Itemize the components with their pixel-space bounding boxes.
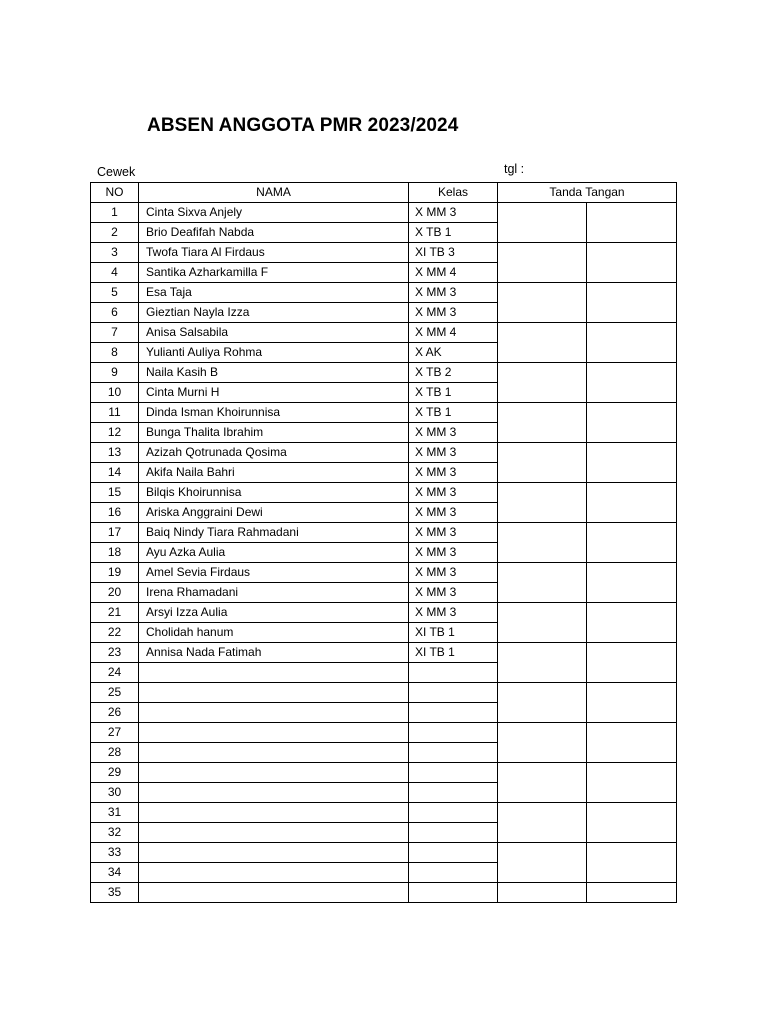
member-class: X MM 3	[409, 203, 498, 223]
member-name: Dinda Isman Khoirunnisa	[139, 403, 409, 423]
row-number: 29	[91, 763, 139, 783]
member-class: X MM 3	[409, 603, 498, 623]
row-number: 24	[91, 663, 139, 683]
signature-cell-left[interactable]	[498, 443, 587, 483]
member-class: X MM 3	[409, 423, 498, 443]
member-name	[139, 763, 409, 783]
member-name: Esa Taja	[139, 283, 409, 303]
signature-cell-left[interactable]	[498, 323, 587, 363]
table-row	[91, 683, 677, 703]
member-class: X MM 3	[409, 283, 498, 303]
signature-cell-left[interactable]	[498, 683, 587, 723]
member-class	[409, 683, 498, 703]
signature-cell-right[interactable]	[587, 843, 677, 883]
signature-cell-left[interactable]	[498, 243, 587, 283]
table-row	[91, 883, 677, 903]
row-number: 20	[91, 583, 139, 603]
attendance-table	[90, 182, 677, 903]
table-row	[91, 443, 677, 463]
row-number: 3	[91, 243, 139, 263]
member-name: Santika Azharkamilla F	[139, 263, 409, 283]
table-row	[91, 323, 677, 343]
signature-cell-left[interactable]	[498, 283, 587, 323]
member-class: X MM 4	[409, 323, 498, 343]
table-row	[91, 283, 677, 303]
member-name: Baiq Nindy Tiara Rahmadani	[139, 523, 409, 543]
signature-cell-right[interactable]	[587, 403, 677, 443]
member-name: Bunga Thalita Ibrahim	[139, 423, 409, 443]
signature-cell-left[interactable]	[498, 363, 587, 403]
signature-cell-right[interactable]	[587, 523, 677, 563]
signature-cell-right[interactable]	[587, 563, 677, 603]
table-row	[91, 843, 677, 863]
signature-cell-right[interactable]	[587, 363, 677, 403]
member-name	[139, 743, 409, 763]
row-number: 4	[91, 263, 139, 283]
member-class: X AK	[409, 343, 498, 363]
member-name: Twofa Tiara Al Firdaus	[139, 243, 409, 263]
row-number: 31	[91, 803, 139, 823]
signature-cell-left[interactable]	[498, 883, 587, 903]
member-name: Akifa Naila Bahri	[139, 463, 409, 483]
member-class: X TB 1	[409, 403, 498, 423]
member-class: X TB 1	[409, 383, 498, 403]
member-name: Amel Sevia Firdaus	[139, 563, 409, 583]
row-number: 34	[91, 863, 139, 883]
member-class: X MM 3	[409, 583, 498, 603]
header-name: NAMA	[139, 183, 409, 203]
member-class: XI TB 1	[409, 643, 498, 663]
member-class: X MM 3	[409, 563, 498, 583]
signature-cell-right[interactable]	[587, 763, 677, 803]
signature-cell-left[interactable]	[498, 843, 587, 883]
member-name	[139, 883, 409, 903]
member-name	[139, 663, 409, 683]
signature-cell-right[interactable]	[587, 603, 677, 643]
document-title: ABSEN ANGGOTA PMR 2023/2024	[147, 115, 459, 136]
member-class	[409, 823, 498, 843]
row-number: 23	[91, 643, 139, 663]
signature-cell-right[interactable]	[587, 683, 677, 723]
signature-cell-left[interactable]	[498, 403, 587, 443]
row-number: 33	[91, 843, 139, 863]
member-class: X TB 2	[409, 363, 498, 383]
member-class	[409, 883, 498, 903]
member-name: Cholidah hanum	[139, 623, 409, 643]
member-class: X MM 4	[409, 263, 498, 283]
row-number: 9	[91, 363, 139, 383]
member-name: Ariska Anggraini Dewi	[139, 503, 409, 523]
table-header-row	[91, 183, 677, 203]
signature-cell-right[interactable]	[587, 443, 677, 483]
row-number: 1	[91, 203, 139, 223]
signature-cell-left[interactable]	[498, 523, 587, 563]
member-name	[139, 823, 409, 843]
member-name	[139, 863, 409, 883]
member-class: X MM 3	[409, 523, 498, 543]
member-class	[409, 723, 498, 743]
row-number: 17	[91, 523, 139, 543]
row-number: 11	[91, 403, 139, 423]
member-name	[139, 723, 409, 743]
table-row	[91, 203, 677, 223]
member-name: Irena Rhamadani	[139, 583, 409, 603]
member-name	[139, 683, 409, 703]
member-name	[139, 783, 409, 803]
member-class	[409, 783, 498, 803]
member-name: Arsyi Izza Aulia	[139, 603, 409, 623]
table-row	[91, 763, 677, 783]
header-class: Kelas	[409, 183, 498, 203]
member-name: Anisa Salsabila	[139, 323, 409, 343]
signature-cell-right[interactable]	[587, 323, 677, 363]
member-name: Gieztian Nayla Izza	[139, 303, 409, 323]
row-number: 32	[91, 823, 139, 843]
member-class: X MM 3	[409, 303, 498, 323]
table-row	[91, 363, 677, 383]
member-class: X MM 3	[409, 503, 498, 523]
member-class: X MM 3	[409, 483, 498, 503]
member-class: X MM 3	[409, 443, 498, 463]
table-row	[91, 603, 677, 623]
row-number: 22	[91, 623, 139, 643]
member-class	[409, 843, 498, 863]
signature-cell-left[interactable]	[498, 723, 587, 763]
signature-cell-right[interactable]	[587, 243, 677, 283]
table-row	[91, 403, 677, 423]
row-number: 12	[91, 423, 139, 443]
member-name: Azizah Qotrunada Qosima	[139, 443, 409, 463]
signature-cell-left[interactable]	[498, 203, 587, 243]
table-row	[91, 243, 677, 263]
member-name: Ayu Azka Aulia	[139, 543, 409, 563]
row-number: 13	[91, 443, 139, 463]
table-row	[91, 803, 677, 823]
row-number: 2	[91, 223, 139, 243]
row-number: 5	[91, 283, 139, 303]
member-class: XI TB 1	[409, 623, 498, 643]
member-name: Annisa Nada Fatimah	[139, 643, 409, 663]
row-number: 28	[91, 743, 139, 763]
member-name: Cinta Murni H	[139, 383, 409, 403]
signature-cell-left[interactable]	[498, 763, 587, 803]
signature-cell-right[interactable]	[587, 803, 677, 843]
member-name: Yulianti Auliya Rohma	[139, 343, 409, 363]
row-number: 26	[91, 703, 139, 723]
member-class	[409, 863, 498, 883]
signature-cell-right[interactable]	[587, 483, 677, 523]
signature-cell-left[interactable]	[498, 803, 587, 843]
signature-cell-left[interactable]	[498, 483, 587, 523]
signature-cell-right[interactable]	[587, 883, 677, 903]
member-name	[139, 803, 409, 823]
row-number: 14	[91, 463, 139, 483]
row-number: 25	[91, 683, 139, 703]
header-signature: Tanda Tangan	[498, 183, 677, 203]
signature-cell-left[interactable]	[498, 643, 587, 683]
member-name: Cinta Sixva Anjely	[139, 203, 409, 223]
group-label: Cewek	[97, 165, 136, 179]
signature-cell-left[interactable]	[498, 603, 587, 643]
table-row	[91, 483, 677, 503]
row-number: 19	[91, 563, 139, 583]
header-no: NO	[91, 183, 139, 203]
row-number: 16	[91, 503, 139, 523]
row-number: 8	[91, 343, 139, 363]
signature-cell-right[interactable]	[587, 203, 677, 243]
row-number: 7	[91, 323, 139, 343]
row-number: 35	[91, 883, 139, 903]
row-number: 15	[91, 483, 139, 503]
member-name: Brio Deafifah Nabda	[139, 223, 409, 243]
member-name: Bilqis Khoirunnisa	[139, 483, 409, 503]
date-label: tgl :	[504, 162, 525, 176]
table-row	[91, 643, 677, 663]
row-number: 30	[91, 783, 139, 803]
table-row	[91, 723, 677, 743]
member-class: X MM 3	[409, 463, 498, 483]
member-class	[409, 703, 498, 723]
member-name	[139, 703, 409, 723]
member-class	[409, 803, 498, 823]
table-row	[91, 563, 677, 583]
member-class: X MM 3	[409, 543, 498, 563]
signature-cell-right[interactable]	[587, 283, 677, 323]
signature-cell-right[interactable]	[587, 643, 677, 683]
member-class: X TB 1	[409, 223, 498, 243]
member-class	[409, 743, 498, 763]
member-class	[409, 763, 498, 783]
signature-cell-left[interactable]	[498, 563, 587, 603]
row-number: 21	[91, 603, 139, 623]
member-name	[139, 843, 409, 863]
row-number: 27	[91, 723, 139, 743]
row-number: 10	[91, 383, 139, 403]
member-class	[409, 663, 498, 683]
member-class: XI TB 3	[409, 243, 498, 263]
row-number: 6	[91, 303, 139, 323]
row-number: 18	[91, 543, 139, 563]
member-name: Naila Kasih B	[139, 363, 409, 383]
table-row	[91, 523, 677, 543]
signature-cell-right[interactable]	[587, 723, 677, 763]
